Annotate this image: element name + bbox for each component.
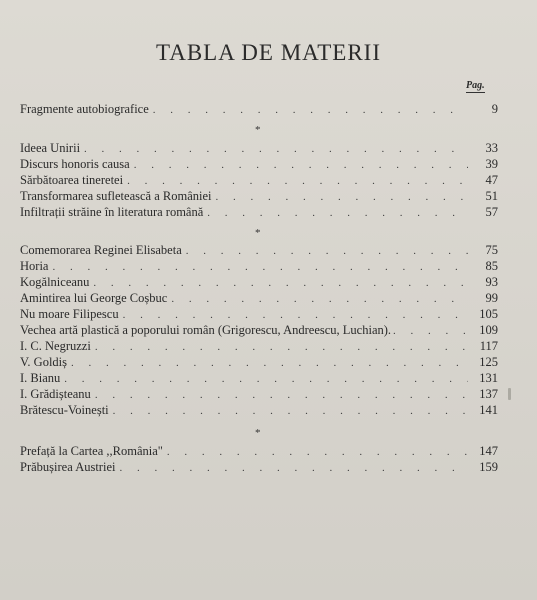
- page-title: TABLA DE MATERII: [156, 40, 381, 65]
- toc-entry: [20, 259, 498, 275]
- toc-entry-page: 51: [485, 189, 498, 203]
- toc-entry-title: Amintirea lui George Coșbuc: [20, 291, 168, 305]
- toc-entry-page: 93: [485, 275, 498, 289]
- toc-entry-title: I. C. Negruzzi: [20, 339, 91, 353]
- leader-dots: [71, 357, 468, 369]
- toc-entry-title: I. Grădișteanu: [20, 387, 91, 401]
- toc-entry: [20, 355, 498, 371]
- toc-entry-title: Kogălniceanu: [20, 275, 90, 289]
- leader-dots: [93, 277, 468, 289]
- leader-dots: [95, 389, 468, 401]
- toc-entry-page: 9: [491, 102, 498, 116]
- toc-entry: [20, 157, 498, 173]
- leader-dots: [215, 191, 468, 203]
- toc-entry-title: Infiltrații străine în literatura română: [20, 205, 204, 219]
- toc-entry-page: 141: [479, 403, 498, 417]
- leader-dots: [171, 293, 468, 305]
- toc-entry: [20, 102, 498, 118]
- toc-entry-title: Discurs honoris causa: [20, 157, 130, 171]
- leader-dots: [127, 175, 468, 187]
- toc-entry: [20, 444, 498, 460]
- toc-entry-page: 117: [479, 339, 498, 353]
- leader-dots: [84, 143, 468, 155]
- toc-entry: [20, 205, 498, 221]
- toc-entry: [20, 460, 498, 476]
- leader-dots: [207, 207, 468, 219]
- paper-mark: [508, 388, 511, 400]
- toc-entry-title: Prăbușirea Austriei: [20, 460, 116, 474]
- leader-dots: [119, 462, 468, 474]
- toc-entry-page: 125: [479, 355, 498, 369]
- toc-entry: [20, 243, 498, 259]
- leader-dots: [64, 373, 468, 385]
- leader-dots: [134, 159, 468, 171]
- leader-dots: [167, 446, 468, 458]
- toc-entry: [20, 291, 498, 307]
- leader-dots: [393, 325, 470, 337]
- toc-entry-title: Brătescu-Voinești: [20, 403, 109, 417]
- toc-entry-title: Ideea Unirii: [20, 141, 81, 155]
- toc-entry-page: 33: [485, 141, 498, 155]
- toc-entry: [20, 323, 498, 339]
- toc-entry-title: Transformarea sufletească a României: [20, 189, 212, 203]
- leader-dots: [123, 309, 468, 321]
- toc-entry-page: 131: [479, 371, 498, 385]
- toc-entry-title: Horia: [20, 259, 49, 273]
- toc-entry: [20, 141, 498, 157]
- toc-entry: [20, 307, 498, 323]
- section-separator: *: [255, 124, 261, 136]
- leader-dots: [153, 104, 468, 116]
- toc-entry-title: Comemorarea Reginei Elisabeta: [20, 243, 182, 257]
- toc-entry: [20, 403, 498, 419]
- toc-entry-page: 57: [485, 205, 498, 219]
- toc-entry-page: 109: [479, 323, 498, 337]
- toc-entry-page: 47: [485, 173, 498, 187]
- toc-entry-title: Vechea artă plastică a poporului român (Grigorescu, Andreescu, Luchian).: [20, 323, 392, 337]
- toc-entry: [20, 275, 498, 291]
- toc-entry-title: I. Bianu: [20, 371, 61, 385]
- leader-dots: [113, 405, 468, 417]
- toc-entry: [20, 173, 498, 189]
- toc-entry-page: 147: [479, 444, 498, 458]
- toc-entry-title: Prefață la Cartea ,,România": [20, 444, 163, 458]
- leader-dots: [52, 261, 468, 273]
- toc-entry: [20, 339, 498, 355]
- toc-entry: [20, 387, 498, 403]
- toc-entry-title: Nu moare Filipescu: [20, 307, 119, 321]
- section-separator: *: [255, 227, 261, 239]
- page-column-label: Pag.: [466, 80, 485, 91]
- toc-entry-page: 85: [485, 259, 498, 273]
- section-separator: *: [255, 427, 261, 439]
- leader-dots: [186, 245, 468, 257]
- toc-entry-page: 39: [485, 157, 498, 171]
- toc-entry: [20, 371, 498, 387]
- toc-entry-page: 105: [479, 307, 498, 321]
- toc-entry-title: Fragmente autobiografice: [20, 102, 149, 116]
- toc-entry-page: 75: [485, 243, 498, 257]
- toc-entry-page: 137: [479, 387, 498, 401]
- toc-entry-title: V. Goldiș: [20, 355, 68, 369]
- toc-entry-title: Sărbătoarea tineretei: [20, 173, 124, 187]
- toc-entry-page: 159: [479, 460, 498, 474]
- toc-entry: [20, 189, 498, 205]
- toc-entry-page: 99: [485, 291, 498, 305]
- leader-dots: [95, 341, 468, 353]
